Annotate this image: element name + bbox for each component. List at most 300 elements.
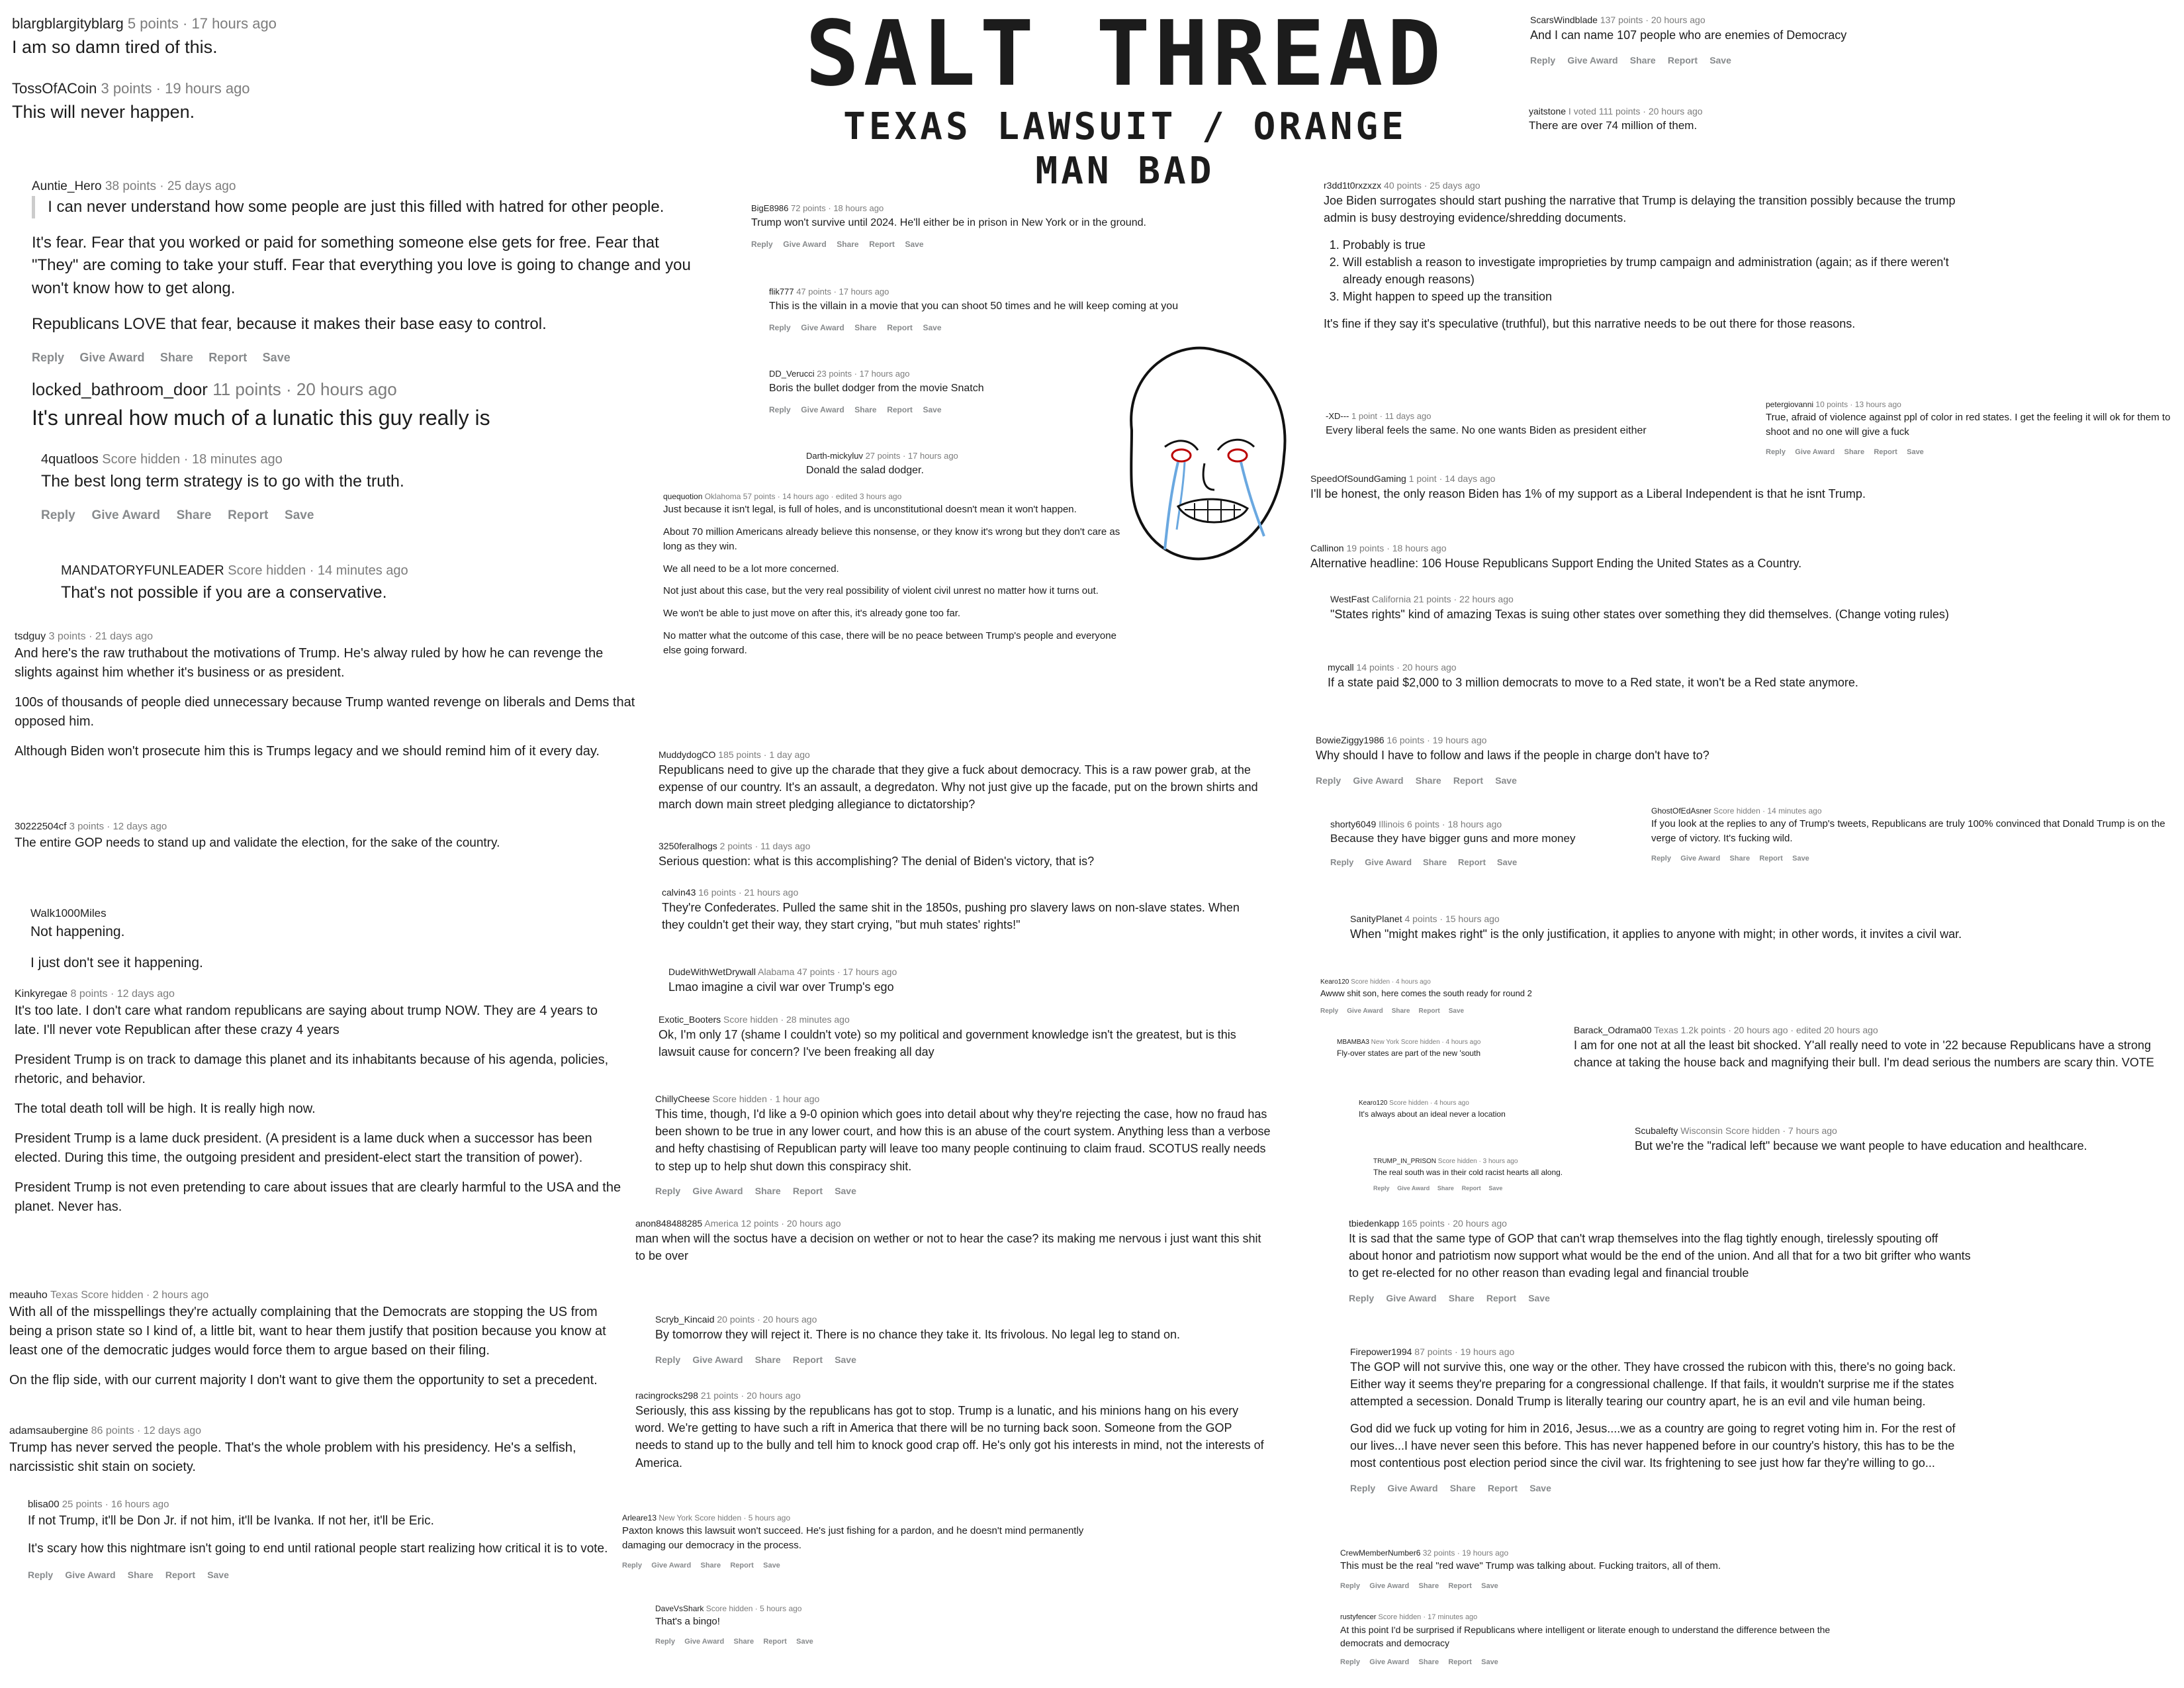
save-button[interactable]: Save [905, 239, 924, 249]
comment-actions [1651, 854, 2174, 865]
give-award-button[interactable]: Give Award [801, 322, 844, 332]
comment-actions [32, 349, 700, 366]
save-button[interactable]: Save [1488, 1185, 1503, 1192]
share-button[interactable]: Share [837, 239, 859, 249]
reply-button[interactable]: Reply [769, 322, 791, 332]
comment-meta: 23 points · 17 hours ago [814, 369, 910, 379]
comment-author[interactable]: DaveVsShark [655, 1604, 704, 1613]
comment-header [1635, 1124, 2164, 1137]
comment-author[interactable]: DD_Verucci [769, 369, 815, 379]
comment-header [1337, 1038, 1615, 1048]
save-button[interactable]: Save [923, 322, 942, 332]
give-award-button[interactable]: Give Award [651, 1561, 692, 1570]
comment-header [655, 1092, 1271, 1105]
comment-body [32, 402, 694, 433]
comment-paragraph: The total death toll will be high. It is really high now. [15, 1102, 316, 1117]
comment-body [1373, 1167, 1704, 1178]
comment-author[interactable]: 30222504cf [15, 821, 67, 832]
comment-header [662, 886, 1257, 899]
share-button[interactable]: Share [176, 508, 212, 523]
comment-header [1310, 472, 1933, 485]
give-award-button[interactable]: Give Award [1567, 54, 1618, 66]
comment [1340, 1548, 1830, 1592]
comment-author[interactable]: Darth-mickyluv [806, 451, 863, 461]
give-award-button[interactable]: Give Award [79, 351, 145, 365]
comment-author[interactable]: tbiedenkapp [1349, 1218, 1400, 1229]
comment-author[interactable]: BigE8986 [751, 203, 789, 213]
share-button[interactable]: Share [754, 1186, 781, 1197]
share-button[interactable]: Share [1418, 1658, 1439, 1666]
comment-paragraph: I'll be honest, the only reason Biden has 1% of my support as a Liberal Independent is that he isnt Trump. [1310, 487, 1866, 501]
comment-header [622, 1513, 1099, 1524]
comment-meta: Illinois 6 points · 18 hours ago [1376, 819, 1502, 829]
comment-author[interactable]: BowieZiggy1986 [1316, 735, 1385, 745]
comment-author[interactable]: Callinon [1310, 543, 1344, 553]
comment-paragraph: And here's the raw truthabout the motivations of Trump. He's alway ruled by how he can revenge the slights against him whether it's business or as president. [15, 646, 604, 680]
comment-paragraph: Republicans need to give up the charade that they give a fuck about democracy. This is a raw power grab, at the expense of our country. It's an assault, a degredaton. Why not just give up the facade, put on the brown shirts and march down main street pledging allegiance to dictatorship? [659, 763, 1258, 812]
comment-actions [655, 1353, 1271, 1366]
give-award-button[interactable]: Give Award [1353, 774, 1404, 786]
comment-body [659, 1026, 1274, 1060]
comment-list-item: 1. Probably is true [1343, 236, 1985, 254]
save-button[interactable]: Save [796, 1638, 813, 1646]
comment-meta: 8 points · 12 days ago [68, 988, 175, 1000]
save-button[interactable]: Save [1709, 54, 1731, 66]
comment-author[interactable]: Arleare13 [622, 1513, 657, 1523]
comment-body [1530, 26, 1993, 44]
comment-body [1359, 1109, 1690, 1120]
comment-actions [28, 1568, 623, 1581]
comment-body [1316, 747, 1911, 764]
comment-author[interactable]: blisa00 [28, 1499, 60, 1510]
comment-body [28, 1512, 623, 1558]
comment-author[interactable]: anon848488285 [635, 1218, 703, 1229]
comment-author[interactable]: racingrocks298 [635, 1390, 698, 1401]
give-award-button[interactable]: Give Award [1397, 1185, 1430, 1192]
comment-body [32, 196, 700, 336]
comment-paragraph: With all of the misspellings they're actually complaining that the Democrats are stopping the US from being a prison state so I kind of, a little bit, want to hear them justify that position because you know at least one of the democratic judges would force them to argue based on their filing. [9, 1305, 606, 1358]
share-button[interactable]: Share [854, 322, 877, 332]
comment-body [1635, 1137, 2164, 1154]
comment-header [1651, 806, 2174, 817]
comment-author[interactable]: tsdguy [15, 631, 46, 642]
comment [15, 629, 637, 772]
comment-author[interactable]: 3250feralhogs [659, 841, 717, 851]
report-button[interactable]: Report [208, 351, 248, 365]
comment [751, 203, 1267, 250]
title-line-2: TEXAS LAWSUIT / ORANGE MAN BAD [843, 105, 1407, 193]
reply-button[interactable]: Reply [1651, 854, 1671, 863]
share-button[interactable]: Share [1415, 774, 1441, 786]
save-button[interactable]: Save [835, 1186, 856, 1197]
save-button[interactable]: Save [1496, 857, 1518, 867]
save-button[interactable]: Save [285, 508, 314, 523]
comment-paragraph: President Trump is on track to damage this planet and its inhabitants because of his agenda, policies, rhetoric, and behavior. [15, 1053, 609, 1087]
report-button[interactable]: Report [1448, 1582, 1472, 1591]
comment-header [1359, 1099, 1690, 1109]
comment-paragraph: Just because it isn't legal, is full of holes, and is unconstitutional doesn't mean it won't happen. [663, 504, 1077, 516]
comment-header [659, 748, 1274, 761]
share-button[interactable]: Share [733, 1638, 754, 1646]
comment-body [61, 581, 657, 604]
share-button[interactable]: Share [159, 351, 193, 365]
comment-paragraph: man when will the soctus have a decision on wether or not to hear the case? its making me nervous i just want this shit to be over [635, 1232, 1261, 1263]
comment-paragraph: It's too late. I don't care what random republicans are saying about trump NOW. They are 4 years to late. I'll never vote Republican after these crazy 4 years [15, 1004, 598, 1038]
comment-author[interactable]: -XD--- [1326, 411, 1349, 421]
save-button[interactable]: Save [1481, 1658, 1498, 1666]
comment-meta: 27 points · 17 hours ago [862, 451, 958, 461]
comment-paragraph: This is the villain in a movie that you can shoot 50 times and he will keep coming at you [769, 300, 1179, 312]
share-button[interactable]: Share [1729, 854, 1751, 863]
give-award-button[interactable]: Give Award [1387, 1482, 1438, 1493]
comment-author[interactable]: CrewMemberNumber6 [1340, 1548, 1421, 1558]
comment-author[interactable]: Kinkyregae [15, 988, 68, 1000]
report-button[interactable]: Report [887, 404, 913, 414]
comment-body [769, 381, 1140, 396]
comment-author[interactable]: Kearo120 [1320, 978, 1349, 986]
comment-meta: 87 points · 19 hours ago [1412, 1346, 1515, 1357]
report-button[interactable]: Report [869, 239, 895, 249]
save-button[interactable]: Save [1528, 1292, 1550, 1303]
comment [1310, 472, 1933, 512]
comment-paragraph: Because they have bigger guns and more money [1330, 832, 1576, 845]
share-button[interactable]: Share [1449, 1482, 1476, 1493]
comment-body [1349, 1230, 1971, 1282]
comment [1324, 179, 1985, 342]
share-button[interactable]: Share [1418, 1582, 1439, 1591]
comment-body [1310, 485, 1933, 502]
reply-button[interactable]: Reply [1350, 1482, 1376, 1493]
comment-actions [1340, 1581, 1830, 1592]
comment-paragraph: Joe Biden surrogates should start pushing the narrative that Trump is delaying the transition possibly because the trump admin is busy destroying evidence/shredding documents. [1324, 194, 1956, 225]
report-button[interactable]: Report [730, 1561, 754, 1570]
comment-body [1324, 192, 1985, 332]
comment-paragraph: At this point I'd be surprised if Republicans where intelligent or literate enough to understand the difference between the democrats and democracy [1340, 1624, 1831, 1649]
comment-meta: Score hidden · 14 minutes ago [1711, 806, 1822, 816]
reply-button[interactable]: Reply [655, 1354, 681, 1365]
comment-header [32, 177, 700, 196]
comment-author[interactable]: MANDATORYFUNLEADER [61, 563, 224, 578]
comment-author[interactable]: Scryb_Kincaid [655, 1314, 715, 1325]
report-button[interactable]: Report [792, 1354, 823, 1365]
comment-author[interactable]: Auntie_Hero [32, 179, 102, 193]
save-button[interactable]: Save [262, 351, 291, 365]
comment-author[interactable]: meauho [9, 1289, 48, 1301]
comment-list-item: 2. Will establish a reason to investigate improprieties by trump campaign and administration (again; as if there weren't already enough reasons) [1343, 254, 1985, 288]
save-button[interactable]: Save [207, 1570, 229, 1581]
comment [1574, 1023, 2169, 1081]
save-button[interactable]: Save [1448, 1007, 1465, 1015]
comment-header [1330, 592, 1966, 606]
share-button[interactable]: Share [1629, 54, 1656, 66]
give-award-button[interactable]: Give Award [684, 1638, 725, 1646]
comment-paragraph: This will never happen. [12, 101, 195, 122]
comment-paragraph: If a state paid $2,000 to 3 million democrats to move to a Red state, it won't be a Red state anymore. [1328, 676, 1858, 690]
comment-actions [655, 1637, 953, 1648]
comment-header [1529, 105, 1985, 118]
report-button[interactable]: Report [1667, 54, 1698, 66]
comment-author[interactable]: Scubalefty [1635, 1125, 1678, 1136]
reply-button[interactable]: Reply [1766, 447, 1786, 456]
comment [655, 1603, 953, 1648]
comment-author[interactable]: WestFast [1330, 594, 1369, 604]
comment-meta: 3 points · 19 hours ago [97, 80, 250, 97]
comment-body [15, 1002, 623, 1217]
comment-author[interactable]: SanityPlanet [1350, 914, 1402, 924]
comment [1316, 733, 1911, 787]
comment-body [662, 899, 1257, 933]
give-award-button[interactable]: Give Award [692, 1354, 743, 1365]
share-button[interactable]: Share [700, 1561, 721, 1570]
comment-author[interactable]: MuddydogCO [659, 749, 716, 760]
comment-author[interactable]: 4quatloos [41, 452, 99, 467]
reply-button[interactable]: Reply [1349, 1292, 1375, 1303]
comment-author[interactable]: SpeedOfSoundGaming [1310, 473, 1406, 484]
comment-body [41, 469, 676, 493]
comment-paragraph: This time, though, I'd like a 9-0 opinion which goes into detail about why they're rejecting the case, how no fraud has been shown to be true in any lower court, and how this is an abuse of the court system. Anything less than a verbose and hefty chastising of Republican party will leave too many people continuing to claim fraud. SCOTUS really needs to step up to help shut down this conspiracy shit. [655, 1107, 1271, 1173]
comment-author[interactable]: Kearo120 [1359, 1100, 1388, 1107]
comment-meta: 32 points · 19 hours ago [1420, 1548, 1509, 1558]
reply-button[interactable]: Reply [1340, 1582, 1360, 1591]
share-button[interactable]: Share [1437, 1185, 1454, 1192]
comment-body [1340, 1623, 1843, 1650]
comment-body [12, 34, 356, 60]
save-button[interactable]: Save [1792, 854, 1809, 863]
comment-paragraph: Awww shit son, here comes the south ready for round 2 [1320, 988, 1532, 998]
save-button[interactable]: Save [923, 404, 942, 414]
comment-paragraph: And I can name 107 people who are enemies of Democracy [1530, 28, 1847, 42]
report-button[interactable]: Report [1759, 854, 1783, 863]
give-award-button[interactable]: Give Award [801, 404, 844, 414]
comment-author[interactable]: quequotion [663, 492, 703, 501]
comment-author[interactable]: DudeWithWetDrywall [668, 966, 756, 977]
comment-header [1574, 1023, 2169, 1037]
save-button[interactable]: Save [1495, 774, 1517, 786]
comment-header [41, 450, 676, 469]
report-button[interactable]: Report [1418, 1007, 1440, 1015]
give-award-button[interactable]: Give Award [783, 239, 827, 249]
comment-author[interactable]: TossOfACoin [12, 80, 97, 97]
share-button[interactable]: Share [1844, 447, 1865, 456]
comment-author[interactable]: GhostOfEdAsner [1651, 806, 1711, 816]
give-award-button[interactable]: Give Award [1795, 447, 1835, 456]
report-button[interactable]: Report [1458, 857, 1486, 867]
comment-author[interactable]: shorty6049 [1330, 819, 1377, 829]
comment-meta: 25 points · 16 hours ago [59, 1499, 169, 1510]
comment-author[interactable]: TRUMP_IN_PRISON [1373, 1158, 1437, 1165]
comment-paragraph: About 70 million Americans already believe this nonsense, or they know it's wrong but they don't care as long as they win. [663, 526, 1120, 552]
comment-header [1340, 1548, 1830, 1559]
reply-button[interactable]: Reply [1330, 857, 1354, 867]
comment-paragraph: "States rights" kind of amazing Texas is suing other states over something they did themselves. (Change voting rules) [1330, 608, 1949, 622]
save-button[interactable]: Save [1481, 1582, 1498, 1591]
comment-meta: 3 points · 21 days ago [46, 631, 154, 642]
comment-author[interactable]: mycall [1328, 662, 1354, 673]
comment-meta: Oklahoma 57 points · 14 hours ago · edited 3 hours ago [702, 492, 902, 501]
comment-body [15, 834, 610, 853]
comment-body [663, 502, 1126, 657]
comment-list [1324, 236, 1985, 305]
comment-header [1373, 1157, 1704, 1167]
report-button[interactable]: Report [1448, 1658, 1472, 1666]
comment-meta: 185 points · 1 day ago [715, 749, 810, 760]
reply-button[interactable]: Reply [1320, 1007, 1339, 1015]
comment-header [30, 906, 428, 922]
share-button[interactable]: Share [754, 1354, 781, 1365]
share-button[interactable]: Share [1448, 1292, 1475, 1303]
comment-actions [751, 239, 1267, 250]
comment-body [1529, 118, 1985, 134]
comment-header [769, 286, 1279, 299]
comment-author[interactable]: blargblargityblarg [12, 15, 124, 32]
comment-header [12, 78, 356, 99]
comment [769, 368, 1140, 416]
save-button[interactable]: Save [1529, 1482, 1551, 1493]
comment-author[interactable]: adamsaubergine [9, 1425, 89, 1436]
comment-paragraph: It's always about an ideal never a location [1359, 1109, 1506, 1119]
comment-body [1574, 1037, 2169, 1071]
comment-paragraph: On the flip side, with our current majority I don't want to give them the opportunity to set a precedent. [9, 1373, 598, 1388]
report-button[interactable]: Report [763, 1638, 787, 1646]
comment-author[interactable]: yaitstone [1529, 106, 1567, 117]
comment-author[interactable]: ChillyCheese [655, 1094, 710, 1104]
comment-author[interactable]: calvin43 [662, 887, 696, 898]
comment-meta: 1 point · 14 days ago [1406, 473, 1496, 484]
comment-paragraph: Not happening. [30, 923, 125, 939]
comment [1349, 1217, 1971, 1305]
comment-author[interactable]: Exotic_Booters [659, 1014, 721, 1025]
comment-header [1350, 1345, 1972, 1358]
reply-button[interactable]: Reply [1373, 1185, 1390, 1192]
comment-paragraph: No matter what the outcome of this case, there will be no peace between Trump's people and everyone else going forward. [663, 630, 1116, 656]
report-button[interactable]: Report [1453, 774, 1483, 786]
comment-body [1350, 925, 1972, 943]
comment-actions [41, 506, 676, 525]
report-button[interactable]: Report [165, 1570, 195, 1581]
share-button[interactable]: Share [1391, 1007, 1410, 1015]
reply-button[interactable]: Reply [41, 508, 75, 523]
comment-header [1326, 410, 1749, 423]
comment-body [622, 1524, 1099, 1553]
comment-meta: 11 points · 20 hours ago [207, 379, 397, 399]
comment [1350, 1345, 1972, 1495]
comment-author[interactable]: flik777 [769, 287, 794, 297]
comment-header [1328, 661, 1923, 674]
comment-actions [769, 404, 1140, 416]
comment-body [1326, 423, 1749, 438]
reply-button[interactable]: Reply [1530, 54, 1556, 66]
give-award-button[interactable]: Give Award [1386, 1292, 1437, 1303]
report-button[interactable]: Report [1874, 447, 1897, 456]
comment-header [659, 1013, 1274, 1026]
comment-actions [1350, 1481, 1972, 1495]
comment-meta: 3 points · 12 days ago [66, 821, 167, 832]
comment-header [668, 965, 1092, 978]
comment-meta: Score hidden · 28 minutes ago [721, 1014, 850, 1025]
comment-paragraph: But we're the "radical left" because we want people to have education and healthcare. [1635, 1139, 2087, 1153]
comment-author[interactable]: r3dd1t0rxzxzx [1324, 180, 1382, 191]
comment [1373, 1157, 1704, 1194]
give-award-button[interactable]: Give Award [1365, 857, 1412, 867]
save-button[interactable]: Save [1907, 447, 1924, 456]
comment-paragraph: Trump has never served the people. That's the whole problem with his presidency. He's a selfish, narcissistic shit stain on society. [9, 1440, 576, 1475]
report-button[interactable]: Report [1486, 1292, 1516, 1303]
share-button[interactable]: Share [127, 1570, 154, 1581]
comment [769, 286, 1279, 334]
comment-body [1328, 674, 1923, 691]
comment-actions [1349, 1291, 1971, 1305]
comment-header [28, 1497, 623, 1512]
give-award-button[interactable]: Give Award [65, 1570, 116, 1581]
comment-author[interactable]: petergiovanni [1766, 400, 1814, 409]
comment-author[interactable]: locked_bathroom_door [32, 379, 208, 399]
comment-paragraph: President Trump is not even pretending to care about issues that are clearly harmful to the USA and the planet. Never has. [15, 1180, 621, 1215]
comment [9, 1423, 631, 1487]
comment-paragraph: We all need to be a lot more concerned. [663, 563, 839, 575]
reply-button[interactable]: Reply [622, 1561, 642, 1570]
comment-meta: 10 points · 13 hours ago [1813, 400, 1901, 409]
comment-body [1340, 1559, 1830, 1573]
reply-button[interactable]: Reply [769, 404, 791, 414]
report-button[interactable]: Report [792, 1186, 823, 1197]
comment [663, 491, 1126, 665]
save-button[interactable]: Save [763, 1561, 780, 1570]
share-button[interactable]: Share [854, 404, 877, 414]
give-award-button[interactable]: Give Award [91, 508, 160, 523]
comment-meta: Texas 1.2k points · 20 hours ago · edited 20 hours ago [1651, 1025, 1878, 1035]
give-award-button[interactable]: Give Award [1369, 1582, 1410, 1591]
comment-meta: Score hidden · 5 hours ago [704, 1604, 802, 1613]
reply-button[interactable]: Reply [1316, 774, 1342, 786]
report-button[interactable]: Report [228, 508, 269, 523]
reply-button[interactable]: Reply [655, 1638, 675, 1646]
comment-body [1350, 1358, 1972, 1472]
comment-meta: New York Score hidden · 4 hours ago [1369, 1039, 1481, 1046]
comment-header [1350, 912, 1972, 925]
comment [15, 986, 623, 1227]
report-button[interactable]: Report [1461, 1185, 1481, 1192]
comment [1328, 661, 1923, 701]
comment-author[interactable]: MBAMBA3 [1337, 1039, 1369, 1046]
comment-actions [1316, 774, 1911, 787]
reply-button[interactable]: Reply [751, 239, 773, 249]
report-button[interactable]: Report [1487, 1482, 1518, 1493]
comment-author[interactable]: Firepower1994 [1350, 1346, 1412, 1357]
give-award-button[interactable]: Give Award [1347, 1007, 1383, 1015]
reply-button[interactable]: Reply [1340, 1658, 1360, 1666]
reply-button[interactable]: Reply [28, 1570, 54, 1581]
comment-paragraph: I just don't see it happening. [30, 955, 203, 970]
give-award-button[interactable]: Give Award [1680, 854, 1721, 863]
comment-body [635, 1230, 1264, 1264]
reply-button[interactable]: Reply [32, 351, 65, 365]
give-award-button[interactable]: Give Award [692, 1186, 743, 1197]
comment-author[interactable]: Barack_Odrama00 [1574, 1025, 1652, 1035]
comment-author[interactable]: ScarsWindblade [1530, 15, 1598, 25]
give-award-button[interactable]: Give Award [1369, 1658, 1410, 1666]
comment-paragraph: Paxton knows this lawsuit won't succeed. He's just fishing for a pardon, and he doesn't mind permanently damaging our democracy in the process. [622, 1525, 1084, 1552]
comment-author[interactable]: rustyfencer [1340, 1613, 1377, 1621]
reply-button[interactable]: Reply [655, 1186, 681, 1197]
comment-paragraph: Not just about this case, but the very real possibility of violent civil unrest no matter how it turns out. [663, 585, 1099, 597]
comment-paragraph: God did we fuck up voting for him in 2016, Jesus....we as a country are going to regret voting him in. For the rest of our lives...I have never seen this before. This has never happened before in our country's history, this has to be the most contentious post election period since the civil war. Its frightening to see just how far they're willing to go... [1350, 1421, 1956, 1470]
comment [806, 450, 1150, 487]
share-button[interactable]: Share [1423, 857, 1447, 867]
report-button[interactable]: Report [887, 322, 913, 332]
comment-author[interactable]: Walk1000Miles [30, 907, 107, 919]
comment-actions [769, 322, 1279, 334]
save-button[interactable]: Save [835, 1354, 856, 1365]
